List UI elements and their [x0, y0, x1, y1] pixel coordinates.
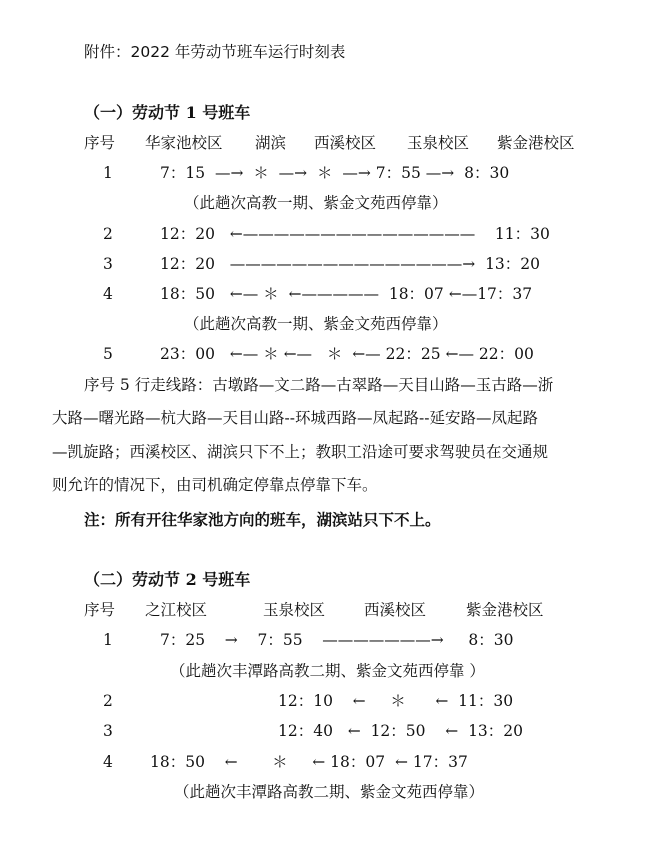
route-line: 大路—曙光路—杭大路—天目山路--环城西路—凤起路--延安路—凤起路: [52, 409, 538, 427]
col-seq-header: 序号: [84, 134, 116, 152]
row-number: 3: [103, 722, 113, 740]
schedule-line: 12：20 ←——————————————— 11：30: [160, 225, 550, 243]
section2-heading: （二）劳动节 2 号班车: [84, 570, 251, 589]
row-number: 5: [103, 345, 113, 363]
row-number: 2: [103, 692, 113, 710]
col-stop2-header: 湖滨: [255, 134, 287, 152]
row-number: 4: [103, 753, 113, 771]
section1-heading: （一）劳动节 1 号班车: [84, 103, 251, 122]
row-number: 4: [103, 285, 113, 303]
row-number: 1: [103, 164, 113, 182]
route-line: —凯旋路；西溪校区、湖滨只下不上；教职工沿途可要求驾驶员在交通规: [52, 443, 549, 461]
stop-note: （此趟次高教一期、紫金文苑西停靠）: [184, 315, 448, 333]
notice: 注：所有开往华家池方向的班车，湖滨站只下不上。: [84, 510, 441, 529]
col-stop3-header: 西溪校区: [314, 134, 377, 152]
stop-note: （此趟次丰潭路高教二期、紫金文苑西停靠 ）: [170, 662, 485, 680]
col-stop4-header: 玉泉校区: [407, 134, 470, 152]
stop-note: （此趟次丰潭路高教二期、紫金文苑西停靠）: [174, 783, 485, 801]
schedule-line: 7：25 → 7：55 ———————→ 8：30: [160, 631, 514, 649]
stop-note: （此趟次高教一期、紫金文苑西停靠）: [184, 194, 448, 212]
col-stop3-header: 西溪校区: [364, 601, 427, 619]
schedule-line: 12：20 ———————————————→ 13：20: [160, 255, 541, 273]
attachment-title: 附件：2022 年劳动节班车运行时刻表: [84, 43, 346, 61]
schedule-line: 18：50 ← ＊ ← 18：07 ← 17：37: [150, 753, 468, 771]
row-number: 1: [103, 631, 113, 649]
schedule-line: 7：15 —→ ＊ —→ ＊ —→ 7：55 —→ 8：30: [160, 164, 510, 182]
route-line: 则允许的情况下，由司机确定停靠点停靠下车。: [52, 476, 378, 494]
row-number: 3: [103, 255, 113, 273]
schedule-line: 12：10 ← ＊ ← 11：30: [278, 692, 514, 710]
schedule-line: 23：00 ←— ＊ ←— ＊ ←— 22：25 ←— 22：00: [160, 345, 534, 363]
col-stop4-header: 紫金港校区: [466, 601, 544, 619]
schedule-line: 12：40 ← 12：50 ← 13：20: [278, 722, 524, 740]
col-stop5-header: 紫金港校区: [497, 134, 575, 152]
col-seq-header: 序号: [84, 601, 116, 619]
schedule-line: 18：50 ←— ＊ ←————— 18：07 ←—17：37: [160, 285, 533, 303]
row-number: 2: [103, 225, 113, 243]
col-stop1-header: 之江校区: [145, 601, 208, 619]
col-stop1-header: 华家池校区: [145, 134, 223, 152]
col-stop2-header: 玉泉校区: [263, 601, 326, 619]
route-line: 序号 5 行走线路：古墩路—文二路—古翠路—天目山路—玉古路—浙: [84, 376, 554, 394]
